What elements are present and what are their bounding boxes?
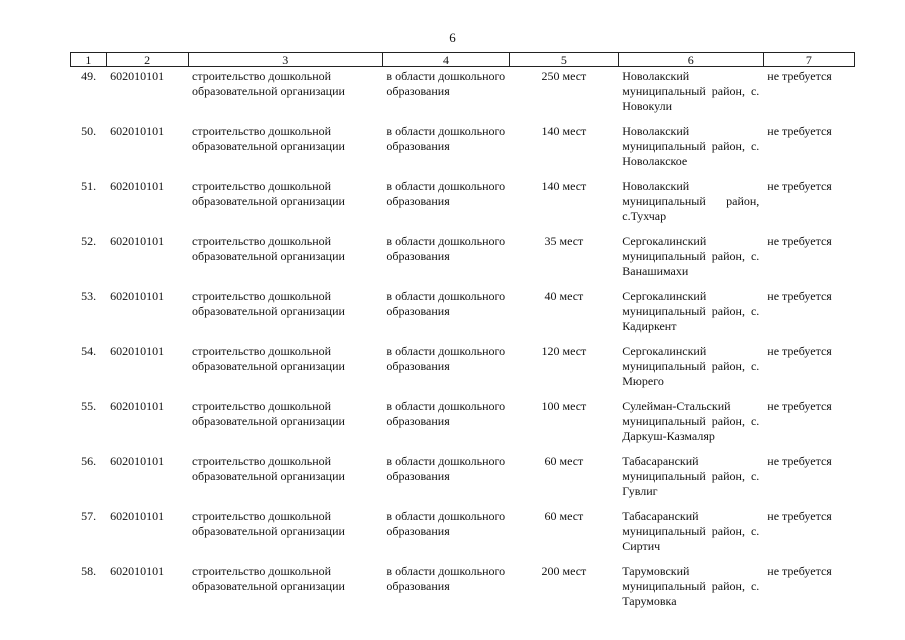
- row-capacity: 100 мест: [541, 399, 587, 413]
- row-number: 58.: [81, 564, 97, 578]
- row-number: 52.: [81, 234, 97, 248]
- column-header: 7: [763, 53, 854, 67]
- row-area: в области дошкольного образования: [386, 399, 506, 428]
- column-header: 3: [188, 53, 382, 67]
- table-row: [71, 177, 855, 232]
- table-row: [71, 397, 855, 452]
- row-number: 53.: [81, 289, 97, 303]
- table-header-row: [71, 53, 855, 67]
- table-row: [71, 507, 855, 562]
- row-area: в области дошкольного образования: [386, 124, 506, 153]
- table-row: [71, 287, 855, 342]
- row-expertise: не требуется: [767, 454, 832, 468]
- row-expertise: не требуется: [767, 69, 832, 83]
- row-area: в области дошкольного образования: [386, 344, 506, 373]
- row-location: Сергокалинский муниципальный район, с. Ванашимахи: [622, 234, 760, 278]
- table-row: [71, 452, 855, 507]
- row-area: в области дошкольного образования: [386, 289, 506, 318]
- row-code: 602010101: [110, 509, 165, 523]
- row-expertise: не требуется: [767, 344, 832, 358]
- row-object: строительство дошкольной образовательной организации: [192, 69, 345, 98]
- row-capacity: 40 мест: [544, 289, 584, 303]
- row-capacity: 200 мест: [541, 564, 587, 578]
- row-area: в области дошкольного образования: [386, 454, 506, 483]
- row-object: строительство дошкольной образовательной организации: [192, 399, 345, 428]
- row-capacity: 140 мест: [541, 179, 587, 193]
- row-number: 54.: [81, 344, 97, 358]
- row-code: 602010101: [110, 234, 165, 248]
- register-table: [70, 52, 855, 617]
- row-object: строительство дошкольной образовательной организации: [192, 234, 345, 263]
- row-object: строительство дошкольной образовательной организации: [192, 289, 345, 318]
- row-location: Новолакский муниципальный район, с.Тухчар: [622, 179, 760, 223]
- row-object: строительство дошкольной образовательной организации: [192, 509, 345, 538]
- table-row: [71, 67, 855, 123]
- row-expertise: не требуется: [767, 399, 832, 413]
- column-header: 5: [510, 53, 619, 67]
- table-row: [71, 562, 855, 617]
- table-row: [71, 232, 855, 287]
- row-expertise: не требуется: [767, 564, 832, 578]
- column-header: 2: [106, 53, 188, 67]
- row-code: 602010101: [110, 124, 165, 138]
- row-location: Сергокалинский муниципальный район, с. Мюрего: [622, 344, 760, 388]
- row-object: строительство дошкольной образовательной организации: [192, 564, 345, 593]
- row-code: 602010101: [110, 564, 165, 578]
- row-number: 51.: [81, 179, 97, 193]
- row-location: Тарумовский муниципальный район, с. Тарумовка: [622, 564, 760, 608]
- column-header: 6: [618, 53, 763, 67]
- row-location: Новолакский муниципальный район, с. Новокули: [622, 69, 760, 113]
- row-location: Табасаранский муниципальный район, с. Гувлиг: [622, 454, 760, 498]
- row-code: 602010101: [110, 179, 165, 193]
- row-area: в области дошкольного образования: [386, 69, 506, 98]
- row-location: Новолакский муниципальный район, с. Новолакское: [622, 124, 760, 168]
- row-area: в области дошкольного образования: [386, 509, 506, 538]
- row-code: 602010101: [110, 289, 165, 303]
- row-area: в области дошкольного образования: [386, 179, 506, 208]
- row-number: 50.: [81, 124, 97, 138]
- row-capacity: 120 мест: [541, 344, 587, 358]
- row-object: строительство дошкольной образовательной организации: [192, 344, 345, 373]
- row-capacity: 250 мест: [541, 69, 587, 83]
- row-expertise: не требуется: [767, 234, 832, 248]
- row-capacity: 35 мест: [544, 234, 584, 248]
- table-row: [71, 122, 855, 177]
- row-number: 55.: [81, 399, 97, 413]
- row-code: 602010101: [110, 399, 165, 413]
- table-row: [71, 342, 855, 397]
- row-expertise: не требуется: [767, 179, 832, 193]
- row-location: Сулейман-Стальский муниципальный район, с. Даркуш-Казмаляр: [622, 399, 760, 443]
- row-object: строительство дошкольной образовательной организации: [192, 454, 345, 483]
- row-location: Сергокалинский муниципальный район, с. Кадиркент: [622, 289, 760, 333]
- row-number: 56.: [81, 454, 97, 468]
- row-expertise: не требуется: [767, 289, 832, 303]
- row-code: 602010101: [110, 69, 165, 83]
- column-header: 4: [382, 53, 509, 67]
- row-object: строительство дошкольной образовательной организации: [192, 124, 345, 153]
- row-location: Табасаранский муниципальный район, с. Сиртич: [622, 509, 760, 553]
- row-number: 49.: [81, 69, 97, 83]
- row-expertise: не требуется: [767, 509, 832, 523]
- row-expertise: не требуется: [767, 124, 832, 138]
- row-number: 57.: [81, 509, 97, 523]
- row-code: 602010101: [110, 344, 165, 358]
- column-header: 1: [71, 53, 107, 67]
- row-object: строительство дошкольной образовательной организации: [192, 179, 345, 208]
- page-number: 6: [449, 30, 456, 45]
- row-capacity: 60 мест: [544, 509, 584, 523]
- row-capacity: 140 мест: [541, 124, 587, 138]
- row-area: в области дошкольного образования: [386, 234, 506, 263]
- row-code: 602010101: [110, 454, 165, 468]
- row-capacity: 60 мест: [544, 454, 584, 468]
- row-area: в области дошкольного образования: [386, 564, 506, 593]
